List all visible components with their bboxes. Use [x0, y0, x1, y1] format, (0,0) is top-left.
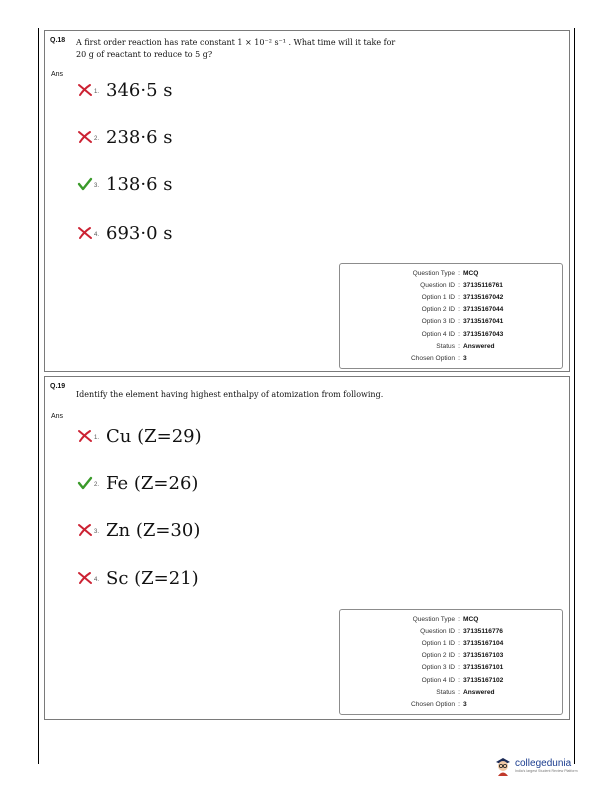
meta-row: Option 2 ID : 37135167044 — [340, 304, 562, 316]
option-3 — [77, 173, 173, 195]
option-1 — [77, 425, 202, 447]
meta-label: Question Type — [412, 615, 455, 623]
meta-label: Option 2 ID — [421, 306, 455, 314]
check-icon — [77, 476, 93, 490]
cross-icon — [77, 523, 93, 537]
meta-row: Option 3 ID : 37135167101 — [340, 662, 562, 674]
question-number: Q.18 — [50, 37, 66, 44]
meta-value: 37135167103 — [463, 652, 504, 660]
meta-row: Chosen Option : 3 — [340, 352, 562, 364]
question-text — [76, 389, 383, 401]
question-text — [76, 37, 395, 61]
logo-name: collegedunia — [515, 758, 572, 769]
meta-row: Chosen Option : 3 — [340, 698, 562, 710]
option-number: 4. — [94, 576, 100, 583]
option-number: 3. — [94, 528, 100, 535]
meta-value: 3 — [463, 354, 467, 362]
option-number: 1. — [94, 88, 100, 95]
mascot-icon — [494, 756, 512, 776]
option-text: 238·6 s — [106, 126, 173, 148]
meta-value: 37135167041 — [463, 318, 504, 326]
meta-value: Answered — [463, 688, 495, 696]
option-text: 138·6 s — [106, 173, 173, 195]
meta-value: 37135167042 — [463, 293, 504, 301]
meta-value: 37135116776 — [463, 627, 503, 635]
meta-label: Status — [436, 342, 455, 350]
option-text: Sc (Z=21) — [106, 567, 199, 589]
meta-value: 3 — [463, 700, 467, 708]
question-block-19 — [44, 376, 570, 720]
meta-value: 37135167102 — [463, 676, 504, 684]
option-text: Zn (Z=30) — [106, 519, 201, 541]
collegedunia-logo — [494, 756, 578, 776]
option-text: 693·0 s — [106, 222, 173, 244]
cross-icon — [77, 429, 93, 443]
cross-icon — [77, 130, 93, 144]
question-number: Q.19 — [50, 383, 66, 390]
meta-row: Option 4 ID : 37135167102 — [340, 674, 562, 686]
option-number: 2. — [94, 481, 100, 488]
meta-value: MCQ — [463, 615, 479, 623]
cross-icon — [77, 83, 93, 97]
meta-label: Status — [436, 688, 455, 696]
meta-row: Question Type : MCQ — [340, 267, 562, 279]
meta-value: 37135167104 — [463, 639, 504, 647]
option-3 — [77, 519, 200, 541]
option-number: 4. — [94, 231, 100, 238]
option-text: Fe (Z=26) — [106, 472, 199, 494]
page-left-rule — [38, 28, 39, 764]
answer-label: Ans — [51, 413, 64, 420]
meta-row: Option 1 ID : 37135167042 — [340, 291, 562, 303]
logo-text — [515, 758, 578, 774]
meta-label: Option 4 ID — [421, 330, 455, 338]
cross-icon — [77, 571, 93, 585]
option-number: 2. — [94, 135, 100, 142]
option-text: Cu (Z=29) — [106, 425, 202, 447]
logo-tagline: India's largest Student Review Platform — [515, 769, 578, 773]
meta-value: 37135167043 — [463, 330, 504, 338]
meta-row: Option 3 ID : 37135167041 — [340, 316, 562, 328]
meta-row: Status : Answered — [340, 686, 562, 698]
meta-row: Status : Answered — [340, 340, 562, 352]
meta-label: Option 3 ID — [421, 664, 455, 672]
cross-icon — [77, 226, 93, 240]
option-text: 346·5 s — [106, 79, 173, 101]
meta-value: Answered — [463, 342, 495, 350]
meta-label: Question ID — [420, 627, 455, 635]
meta-row: Question ID : 37135116761 — [340, 279, 562, 291]
meta-row: Option 2 ID : 37135167103 — [340, 650, 562, 662]
question-text-line: Identify the element having highest enthalpy of atomization from following. — [76, 390, 384, 399]
option-number: 1. — [94, 434, 100, 441]
question-text-line: 20 g of reactant to reduce to 5 g? — [76, 50, 213, 59]
page-right-rule — [574, 28, 575, 764]
meta-label: Question ID — [420, 281, 455, 289]
meta-value: 37135167101 — [463, 664, 504, 672]
meta-row: Option 4 ID : 37135167043 — [340, 328, 562, 340]
question-text-line: A first order reaction has rate constant 1 × 10⁻² s⁻¹ . What time will it take for — [76, 38, 396, 47]
question-metadata-box — [339, 263, 563, 369]
meta-label: Chosen Option — [411, 700, 455, 708]
option-4 — [77, 567, 199, 589]
meta-label: Option 1 ID — [421, 639, 455, 647]
meta-label: Option 4 ID — [421, 676, 455, 684]
meta-label: Option 1 ID — [421, 293, 455, 301]
question-block-18 — [44, 30, 570, 372]
meta-row: Option 1 ID : 37135167104 — [340, 637, 562, 649]
answer-label: Ans — [51, 71, 64, 78]
option-4 — [77, 222, 173, 244]
meta-label: Option 2 ID — [421, 652, 455, 660]
option-number: 3. — [94, 182, 100, 189]
check-icon — [77, 177, 93, 191]
meta-row: Question ID : 37135116776 — [340, 625, 562, 637]
meta-row: Question Type : MCQ — [340, 613, 562, 625]
meta-label: Option 3 ID — [421, 318, 455, 326]
meta-label: Chosen Option — [411, 354, 455, 362]
meta-value: MCQ — [463, 269, 479, 277]
meta-value: 37135167044 — [463, 306, 504, 314]
meta-value: 37135116761 — [463, 281, 503, 289]
option-2 — [77, 472, 198, 494]
question-metadata-box — [339, 609, 563, 715]
option-1 — [77, 79, 173, 101]
meta-label: Question Type — [412, 269, 455, 277]
option-2 — [77, 126, 173, 148]
